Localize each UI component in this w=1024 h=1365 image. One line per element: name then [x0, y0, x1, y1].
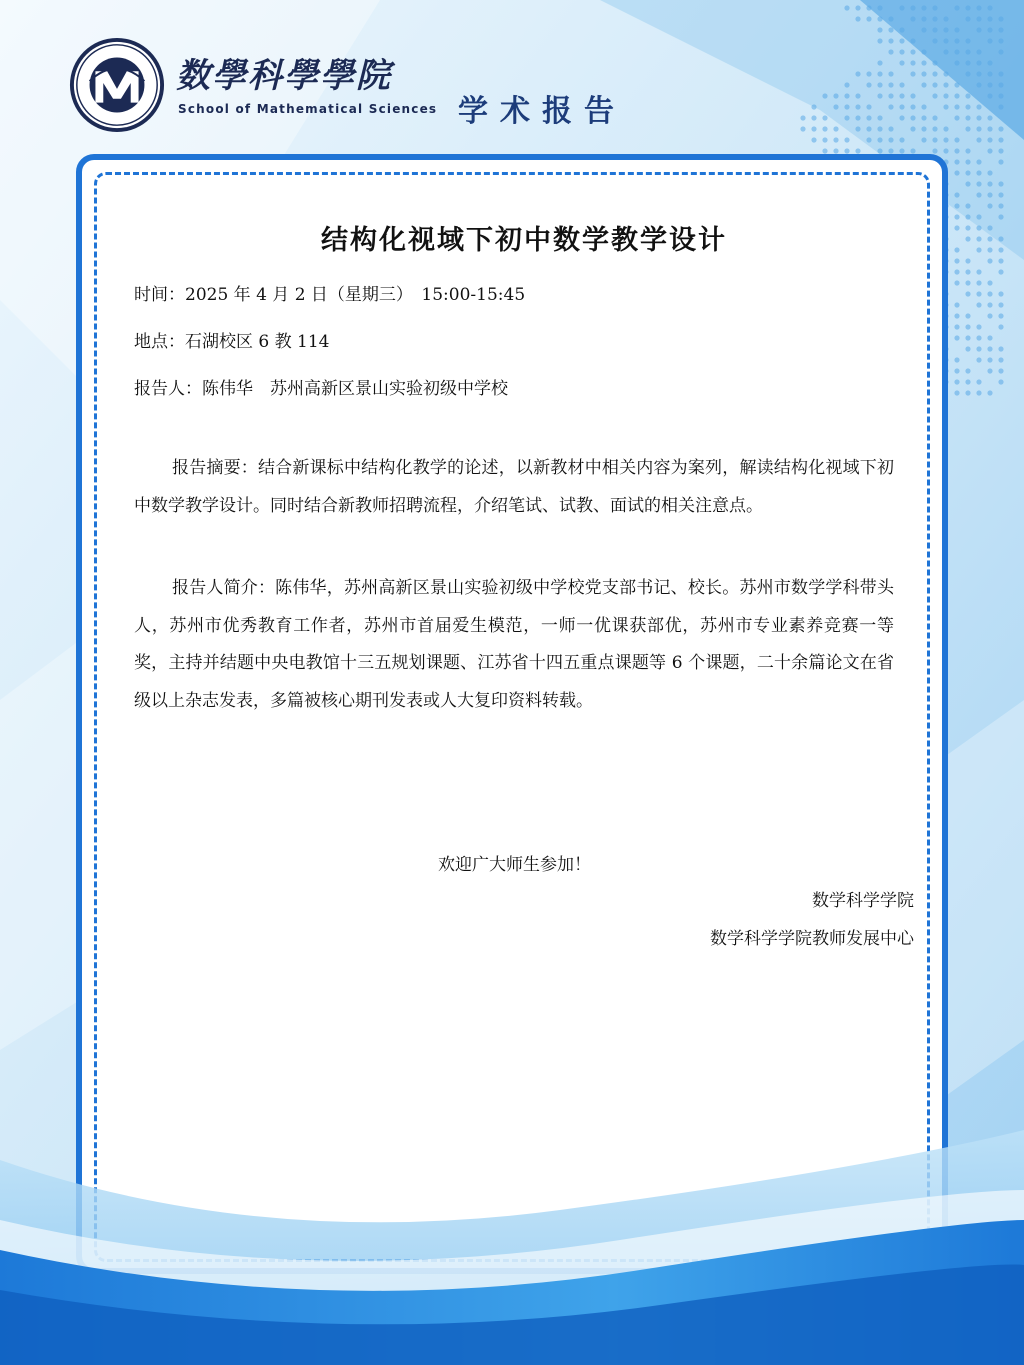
- place-row: [134, 327, 329, 352]
- decorative-dot: [965, 368, 970, 373]
- bio-label: 报告人简介：: [172, 578, 276, 598]
- decorative-dot: [954, 313, 959, 318]
- decorative-dot: [954, 379, 959, 384]
- decorative-dot: [987, 181, 992, 186]
- decorative-dot: [998, 236, 1003, 241]
- decorative-dot: [965, 214, 970, 219]
- decorative-dot: [954, 324, 959, 329]
- decorative-dot: [976, 335, 981, 340]
- decorative-dot: [998, 324, 1003, 329]
- organizer-school: 数学科学学院: [812, 891, 914, 911]
- bio-text: 陈伟华，苏州高新区景山实验初级中学校党支部书记、校长。苏州市数学学科带头人，苏州市优秀教育工作者，苏州市首届爱生模范，一师一优课获部优，苏州市专业素养竞赛一等奖，主持并结题中央电教馆十三五规划课题、江苏省十四五重点课题等 6 个课题，二十余篇论文在省级以上杂志发表，多篇被核心期刊发表或人大复印资料转载。: [134, 578, 894, 711]
- decorative-dot: [976, 247, 981, 252]
- decorative-dot: [987, 247, 992, 252]
- bio-paragraph: [134, 570, 894, 720]
- decorative-dot: [954, 357, 959, 362]
- decorative-dot: [998, 181, 1003, 186]
- decorative-dot: [987, 335, 992, 340]
- decorative-dot: [998, 357, 1003, 362]
- decorative-dot: [987, 313, 992, 318]
- school-name-english: School of Mathematical Sciences: [178, 102, 438, 116]
- organizer-center: 数学科学学院教师发展中心: [710, 929, 914, 949]
- decorative-dot: [976, 324, 981, 329]
- abstract-text: 结合新课标中结构化教学的论述，以新教材中相关内容为案列，解读结构化视域下初中数学教学设计。同时结合新教师招聘流程，介绍笔试、试教、面试的相关注意点。: [134, 458, 895, 516]
- decorative-dot: [987, 236, 992, 241]
- decorative-dot: [998, 379, 1003, 384]
- decorative-dot: [954, 214, 959, 219]
- decorative-dot: [965, 236, 970, 241]
- decorative-dot: [976, 291, 981, 296]
- decorative-dot: [976, 236, 981, 241]
- decorative-dot: [976, 357, 981, 362]
- decorative-dot: [954, 203, 959, 208]
- school-name-chinese: 数學科學學院: [176, 56, 392, 96]
- decorative-dot: [998, 313, 1003, 318]
- decorative-dot: [954, 247, 959, 252]
- decorative-dot: [954, 159, 959, 164]
- speaker-label: 报告人：: [134, 379, 202, 399]
- decorative-dot: [998, 203, 1003, 208]
- decorative-dot: [965, 258, 970, 263]
- decorative-dot: [976, 269, 981, 274]
- header: [0, 0, 1024, 160]
- decorative-dot: [976, 181, 981, 186]
- decorative-dot: [954, 192, 959, 197]
- decorative-dot: [965, 280, 970, 285]
- decorative-dot: [954, 280, 959, 285]
- decorative-dot: [976, 302, 981, 307]
- decorative-dot: [998, 214, 1003, 219]
- decorative-dot: [965, 269, 970, 274]
- decorative-dot: [965, 324, 970, 329]
- decorative-dot: [987, 170, 992, 175]
- decorative-dot: [976, 346, 981, 351]
- decorative-dot: [998, 269, 1003, 274]
- decorative-dot: [976, 214, 981, 219]
- place-value: 石湖校区 6 教 114: [185, 332, 330, 352]
- decorative-dot: [965, 225, 970, 230]
- decorative-dot: [987, 291, 992, 296]
- decorative-dot: [954, 225, 959, 230]
- decorative-dot: [976, 225, 981, 230]
- decorative-dot: [965, 379, 970, 384]
- decorative-dot: [954, 335, 959, 340]
- decorative-dot: [987, 346, 992, 351]
- decorative-dot: [976, 379, 981, 384]
- time-value: 2025 年 4 月 2 日（星期三） 15:00-15:45: [185, 285, 526, 305]
- decorative-dot: [976, 280, 981, 285]
- decorative-dot: [976, 159, 981, 164]
- decorative-dot: [965, 159, 970, 164]
- decorative-dot: [987, 225, 992, 230]
- school-seal-icon: [68, 36, 166, 134]
- decorative-dot: [954, 368, 959, 373]
- abstract-label: 报告摘要：: [172, 458, 258, 478]
- decorative-dot: [987, 192, 992, 197]
- abstract-paragraph: [134, 450, 894, 525]
- welcome-text: 欢迎广大师生参加！: [438, 855, 591, 875]
- decorative-dot: [987, 357, 992, 362]
- speaker-value: 陈伟华 苏州高新区景山实验初级中学校: [202, 379, 508, 399]
- decorative-dot: [998, 247, 1003, 252]
- decorative-dot: [954, 258, 959, 263]
- decorative-dot: [965, 346, 970, 351]
- decorative-dot: [987, 258, 992, 263]
- decorative-dot: [998, 368, 1003, 373]
- decorative-dot: [987, 280, 992, 285]
- decorative-dot: [998, 346, 1003, 351]
- time-label: 时间：: [134, 285, 185, 305]
- decorative-dot: [998, 291, 1003, 296]
- decorative-dot: [976, 192, 981, 197]
- decorative-dot: [998, 192, 1003, 197]
- decorative-dot: [976, 390, 981, 395]
- decorative-dot: [965, 291, 970, 296]
- decorative-dot: [976, 170, 981, 175]
- report-title: 结构化视域下初中数学教学设计: [321, 225, 727, 256]
- decorative-dot: [987, 302, 992, 307]
- decorative-dot: [998, 258, 1003, 263]
- decorative-dot: [965, 335, 970, 340]
- place-label: 地点：: [134, 332, 185, 352]
- decorative-dot: [987, 368, 992, 373]
- decorative-dot: [965, 181, 970, 186]
- decorative-dot: [965, 170, 970, 175]
- decorative-dot: [954, 390, 959, 395]
- decorative-dot: [987, 203, 992, 208]
- time-row: [134, 280, 525, 305]
- decorative-dot: [954, 170, 959, 175]
- report-type-label: 学术报告: [458, 94, 626, 129]
- decorative-dot: [954, 302, 959, 307]
- speaker-row: [134, 374, 508, 399]
- decorative-dot: [987, 390, 992, 395]
- decorative-dot: [965, 390, 970, 395]
- decorative-dot: [998, 159, 1003, 164]
- decorative-dot: [998, 302, 1003, 307]
- decorative-dot: [954, 269, 959, 274]
- decorative-dot: [965, 203, 970, 208]
- wave-footer-decoration: [0, 1100, 1024, 1365]
- decorative-dot: [965, 313, 970, 318]
